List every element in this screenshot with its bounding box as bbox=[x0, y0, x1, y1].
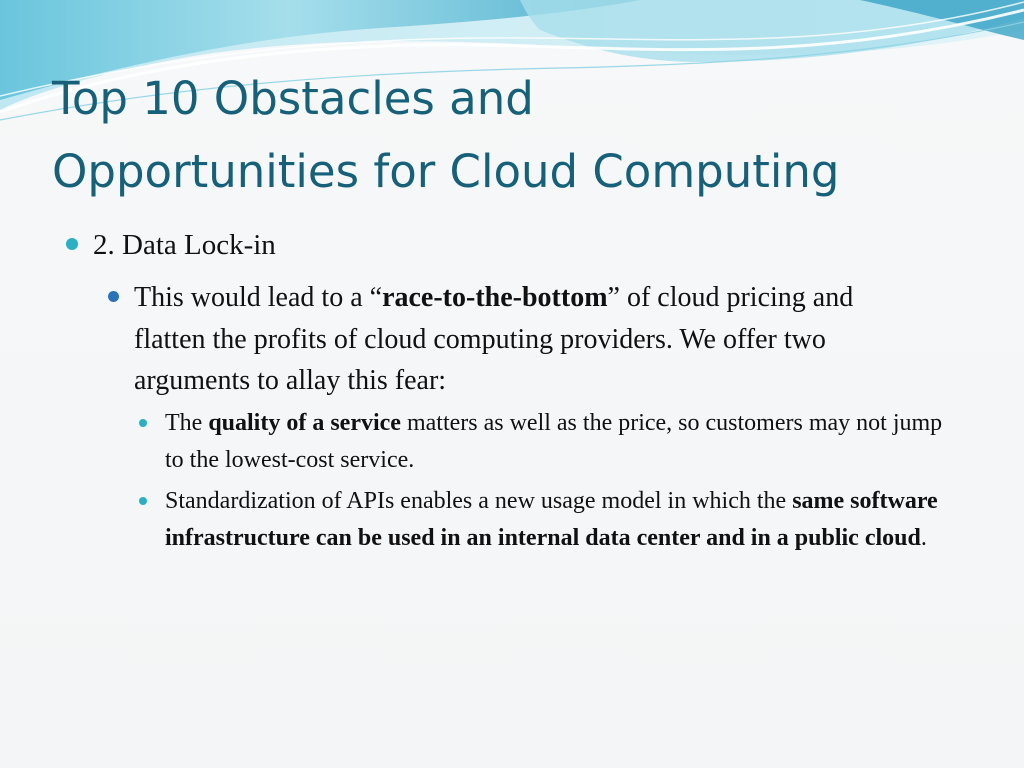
sub-point-emphasis: quality of a service bbox=[208, 410, 401, 436]
heading-bullet: 2. Data Lock-in bbox=[93, 229, 276, 261]
slide-title-line-1: Top 10 Obstacles and bbox=[52, 72, 534, 125]
sub-point-text-pre: Standardization of APIs enables a new usage model in which the bbox=[165, 488, 793, 514]
sub-point-text-post: matters as well as the price, so customers may not jump to the lowest-cost service. bbox=[165, 410, 943, 473]
main-point bbox=[134, 277, 924, 402]
bullet-icon bbox=[139, 419, 147, 427]
main-point-text-pre: This would lead to a “ bbox=[134, 282, 383, 313]
main-point-emphasis: race-to-the-bottom bbox=[382, 282, 608, 313]
bullet-icon bbox=[66, 238, 78, 250]
bullet-icon bbox=[139, 497, 147, 505]
main-point-text-post: ” of cloud pricing and flatten the profits of cloud computing providers. We offer two arguments to allay this fear: bbox=[134, 282, 854, 396]
sub-point-text-post: . bbox=[920, 524, 927, 551]
bullet-icon bbox=[108, 291, 119, 302]
sub-point bbox=[165, 483, 955, 556]
sub-point-text-pre: The bbox=[165, 410, 209, 436]
slide-title-line-2: Opportunities for Cloud Computing bbox=[52, 145, 840, 198]
sub-point-emphasis: same software infrastructure can be used in an internal data center and in a public cloud bbox=[165, 488, 938, 551]
sub-point bbox=[165, 405, 955, 478]
